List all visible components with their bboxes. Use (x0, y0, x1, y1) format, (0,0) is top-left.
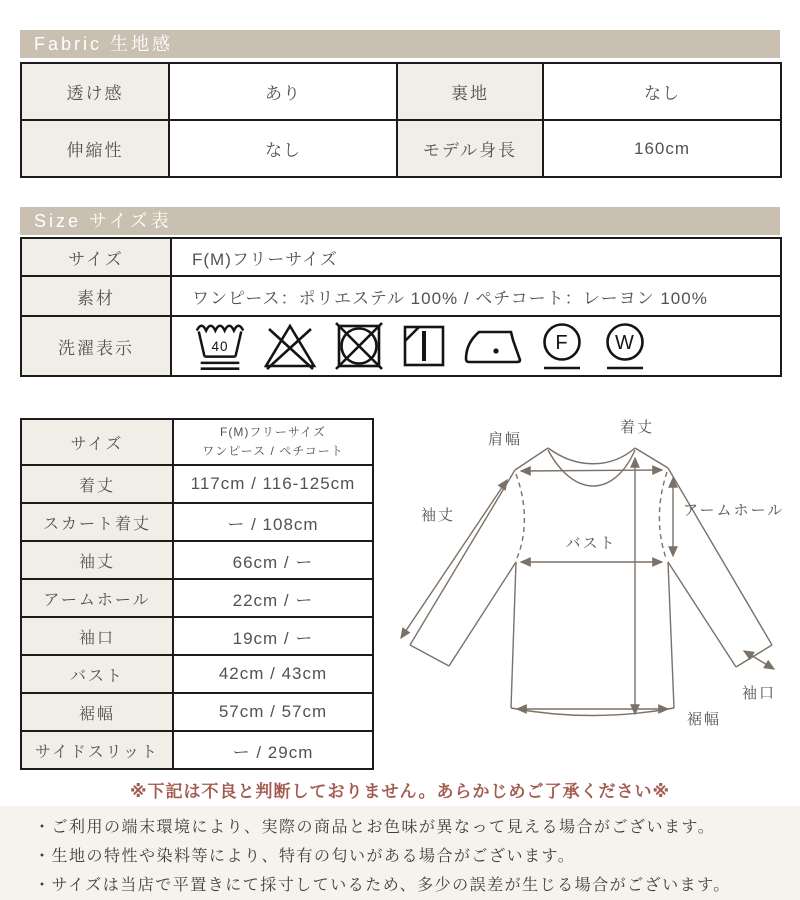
measurement-row-armhole: アームホール 22cm / ー (21, 579, 373, 617)
iron-low-icon (462, 319, 524, 373)
fabric-value-lining: なし (543, 63, 781, 120)
right-armhole-curve (659, 472, 667, 558)
material-label: 素材 (21, 276, 171, 316)
measurement-row-bust: バスト 42cm / 43cm (21, 655, 373, 693)
fabric-value-sheerness: あり (169, 63, 397, 120)
wash-tub-40-gentle-icon (192, 319, 248, 373)
fabric-section-header: Fabric 生地感 (20, 30, 780, 58)
size-row (21, 238, 781, 276)
note-item-color: ・ご利用の端末環境により、実際の商品とお色味が異なって見える場合がございます。 (34, 819, 716, 836)
left-sleeve (410, 470, 516, 666)
fabric-label-model-height: モデル身長 (397, 120, 543, 177)
cuff-label: 袖口 (741, 685, 777, 702)
fabric-value-stretch: なし (169, 120, 397, 177)
measurement-row-side-slit: サイドスリット ー / 29cm (21, 731, 373, 769)
length-label: 着丈 (619, 419, 655, 436)
fabric-row (21, 120, 781, 177)
fabric-label-stretch: 伸縮性 (21, 120, 169, 177)
note-item-measurement: ・サイズは当店で平置きにて採寸しているため、多少の誤差が生じる場合がございます。 (34, 877, 731, 894)
armhole-label: アームホール (683, 502, 785, 519)
sleeve-length-label: 袖丈 (420, 507, 456, 524)
right-sleeve (668, 468, 772, 667)
material-value: ワンピース：ポリエステル 100% / ペチコート：レーヨン 100% (171, 276, 781, 316)
care-label: 洗濯表示 (21, 316, 171, 376)
body-side-seams (511, 562, 674, 708)
measurement-size-value-line2: ワンピース / ペチコート (202, 444, 344, 458)
line-dry-in-shade-icon (399, 319, 449, 373)
measurement-size-value-line1: F(M)フリーサイズ (220, 424, 326, 439)
left-shoulder-seam (515, 448, 548, 470)
fabric-value-model-height: 160cm (543, 120, 781, 177)
shoulder-width-arrow (521, 470, 662, 471)
shoulder-width-label: 肩幅 (487, 431, 523, 448)
no-tumble-dry-icon (332, 319, 386, 373)
garment-measurement-diagram (390, 408, 790, 768)
measurement-row-skirt-length: スカート着丈 ー / 108cm (21, 503, 373, 541)
no-bleach-icon (261, 320, 319, 372)
svg-text:W: W (615, 332, 635, 354)
dry-clean-f-gentle-icon (537, 319, 587, 373)
care-symbols (192, 319, 780, 373)
material-row (21, 276, 781, 316)
fabric-table (20, 62, 782, 178)
care-row (21, 316, 781, 376)
measurement-row-length: 着丈 117cm / 116-125cm (21, 465, 373, 503)
wet-clean-w-gentle-icon (600, 319, 650, 373)
measurement-header-row (21, 419, 373, 465)
measurement-row-cuff: 袖口 19cm / ー (21, 617, 373, 655)
svg-text:F: F (555, 332, 569, 354)
size-label: サイズ (21, 238, 171, 276)
hem-width-label: 裾幅 (687, 711, 722, 728)
fabric-row (21, 63, 781, 120)
left-armhole-curve (516, 474, 524, 558)
size-section-header: Size サイズ表 (20, 207, 780, 235)
note-item-smell: ・生地の特性や染料等により、特有の匂いがある場合がございます。 (34, 848, 576, 865)
measurement-row-hem-width: 裾幅 57cm / 57cm (21, 693, 373, 731)
bust-label: バスト (565, 535, 617, 552)
measurement-size-label: サイズ (21, 419, 173, 465)
size-value: F(M)フリーサイズ (171, 238, 781, 276)
notes-list (0, 806, 800, 900)
fabric-label-sheerness: 透け感 (21, 63, 169, 120)
fabric-label-lining: 裏地 (397, 63, 543, 120)
measurement-row-sleeve-length: 袖丈 66cm / ー (21, 541, 373, 579)
measurement-table (20, 418, 374, 770)
defect-disclaimer: ※下記は不良と判断しておりません。あらかじめご了承ください※ (129, 782, 671, 801)
svg-text:40: 40 (211, 338, 229, 354)
right-shoulder-seam (635, 448, 668, 468)
size-table (20, 237, 782, 377)
back-neckline (548, 448, 635, 464)
sleeve-length-arrow (401, 480, 507, 638)
